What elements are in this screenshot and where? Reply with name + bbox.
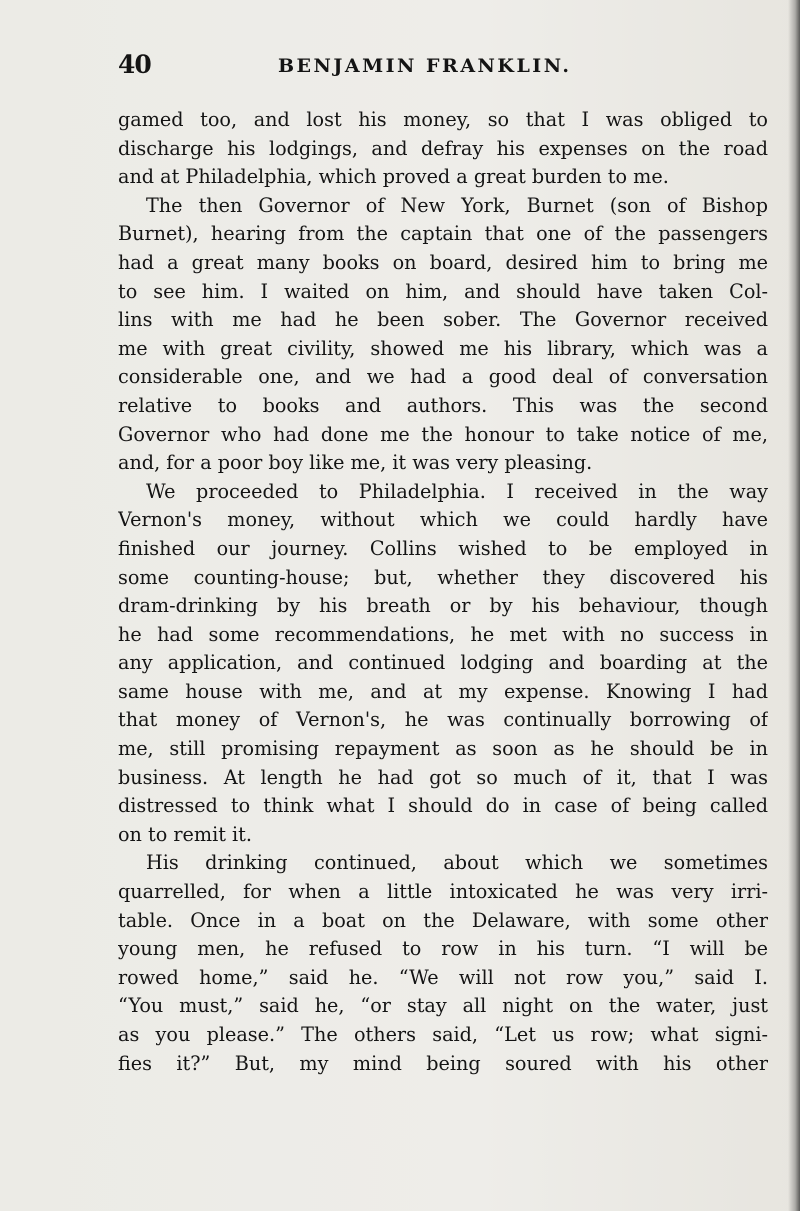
text-line: me with great civility, showed me his library, which was a [118,336,768,360]
text-line: “You must,” said he, “or stay all night on the water, just [118,994,768,1018]
text-line: finished our journey. Collins wished to be employed in [118,536,768,560]
text-line: quarrelled, for when a little intoxicated he was very irri- [118,880,768,904]
text-line: business. At length he had got so much of it, that I was [118,765,768,789]
text-line: young men, he refused to row in his turn. “I will be [118,937,768,961]
text-line: Governor who had done me the honour to take notice of me, [118,422,768,446]
text-line: fies it?” But, my mind being soured with his other [118,1051,768,1075]
text-line: and at Philadelphia, which proved a great burden to me. [118,165,669,189]
text-line: His drinking continued, about which we sometimes [146,851,768,875]
text-line: lins with me had he been sober. The Governor received [118,308,768,332]
page-edge-shadow [788,0,800,1211]
text-line: The then Governor of New York, Burnet (son of Bishop [146,193,768,217]
text-line: rowed home,” said he. “We will not row you,” said I. [118,965,768,989]
text-line: me, still promising repayment as soon as he should be in [118,737,768,761]
text-line: on to remit it. [118,822,252,846]
text-line: any application, and continued lodging and boarding at the [118,651,768,675]
text-line: same house with me, and at my expense. Knowing I had [118,679,768,703]
text-line: as you please.” The others said, “Let us row; what signi- [118,1023,768,1046]
text-line: Vernon's money, without which we could hardly have [118,508,768,532]
text-line: We proceeded to Philadelphia. I received in the way [146,479,768,503]
text-line: discharge his lodgings, and defray his expenses on the road [118,136,768,160]
running-title: BENJAMIN FRANKLIN. [278,55,572,77]
text-line: dram-drinking by his breath or by his behaviour, though [118,594,768,618]
text-line: to see him. I waited on him, and should have taken Col- [118,279,768,303]
text-line: he had some recommendations, he met with no success in [118,622,768,646]
text-line: table. Once in a boat on the Delaware, with some other [118,908,768,932]
text-line: gamed too, and lost his money, so that I was obliged to [118,108,768,131]
text-line: distressed to think what I should do in case of being called [118,794,768,818]
text-line: that money of Vernon's, he was continually borrowing of [118,708,768,732]
text-line: had a great many books on board, desired him to bring me [118,250,768,274]
body-text [118,106,768,1078]
text-line: relative to books and authors. This was the second [118,393,768,417]
text-line: some counting-house; but, whether they discovered his [118,565,768,589]
text-line: Burnet), hearing from the captain that one of the passengers [118,222,768,246]
text-line: and, for a poor boy like me, it was very pleasing. [118,451,593,475]
page-header [118,50,758,86]
text-line: considerable one, and we had a good deal of conversation [118,365,768,389]
page-number: 40 [118,50,151,79]
